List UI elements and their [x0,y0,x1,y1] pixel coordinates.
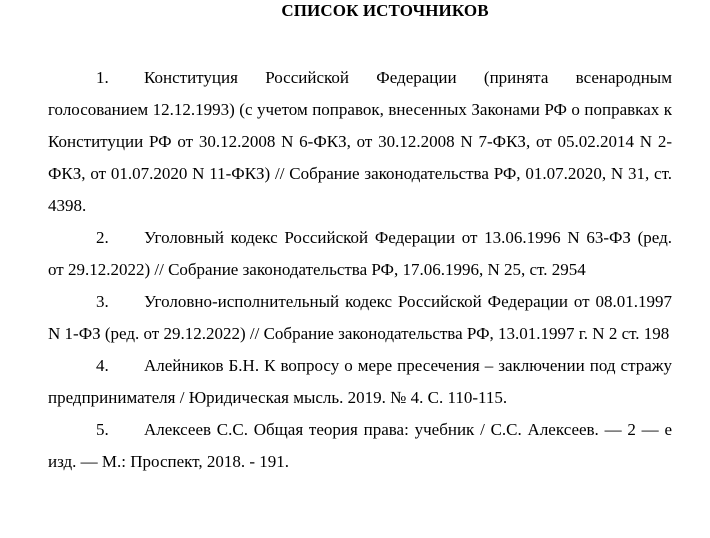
list-item [48,62,672,222]
list-item-number: 2. [96,228,109,247]
list-item-number: 1. [96,68,109,87]
list-item [48,286,672,350]
page-title: СПИСОК ИСТОЧНИКОВ [281,1,489,20]
list-item-text: Уголовно-исполнительный кодекс Российской Федерации от 08.01.1997 N 1-ФЗ (ред. от 29.12.2022) // Собрание законодательства РФ, 13.01.1997 г. N 2 ст. 198 [48,292,672,343]
list-item-text: Конституция Российской Федерации (принята всенародным голосованием 12.12.1993) (с учетом поправок, внесенных Законами РФ о поправках к Конституции РФ от 30.12.2008 N 6-ФКЗ, от 30.12.2008 N 7-ФКЗ, от 05.02.2014 N 2-ФКЗ, от 01.07.2020 N 11-ФКЗ) // Собрание законодательства РФ, 01.07.2020, N 31, ст. 4398. [48,68,672,215]
list-item-text: Алексеев С.С. Общая теория права: учебник / С.С. Алексеев. — 2 — е изд. — М.: Проспект, 2018. - 191. [48,420,672,471]
list-item-number: 4. [96,356,109,375]
list-item-number: 3. [96,292,109,311]
list-item-text: Уголовный кодекс Российской Федерации от 13.06.1996 N 63-ФЗ (ред. от 29.12.2022) // Собрание законодательства РФ, 17.06.1996, N 25, ст. 2954 [48,228,672,279]
list-item [48,222,672,286]
list-item-number: 5. [96,420,109,439]
list-item [48,350,672,414]
list-item-text: Алейников Б.Н. К вопросу о мере пресечения – заключении под стражу предпринимателя / Юридическая мысль. 2019. № 4. С. 110-115. [48,356,672,407]
list-item [48,414,672,478]
reference-list [48,62,672,478]
